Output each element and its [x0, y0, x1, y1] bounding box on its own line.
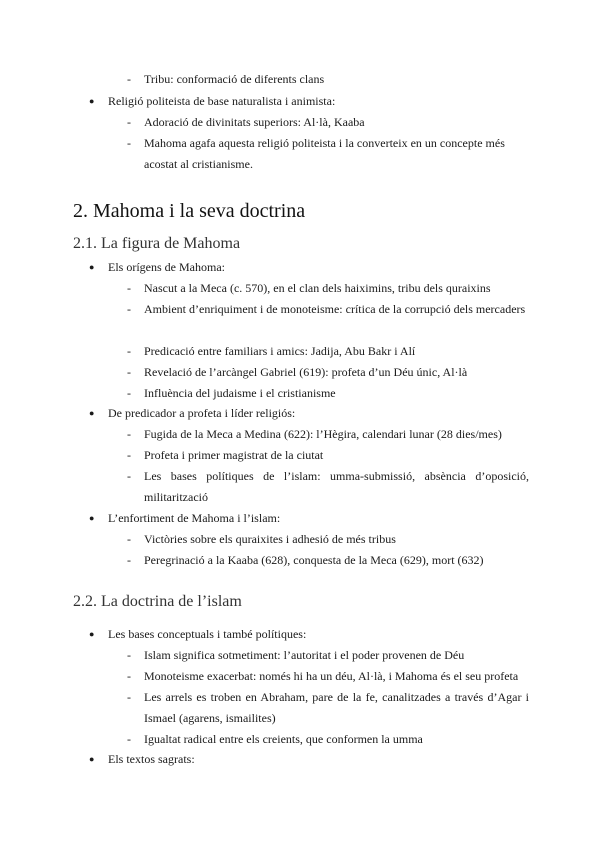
- dash-marker: -: [127, 532, 131, 546]
- list-item: Els orígens de Mahoma:: [108, 260, 225, 274]
- list-item: Igualtat radical entre els creients, que conformen la umma: [144, 732, 423, 746]
- dash-marker: -: [127, 648, 131, 662]
- list-item: Monoteisme exacerbat: només hi ha un déu, Al·là, i Mahoma és el seu profeta: [144, 669, 519, 683]
- bullet-marker: ●: [89, 262, 95, 272]
- list-item: Tribu: conformació de diferents clans: [144, 72, 325, 86]
- bullet-marker: ●: [89, 96, 95, 106]
- dash-marker: -: [127, 136, 131, 150]
- bullet-marker: ●: [89, 629, 95, 639]
- list-item: Nascut a la Meca (c. 570), en el clan dels haiximins, tribu dels quraixins: [144, 281, 491, 295]
- list-item: L’enfortiment de Mahoma i l’islam:: [108, 511, 281, 525]
- list-item: Mahoma agafa aquesta religió politeista i la converteix en un concepte més acostat al cristianisme.: [144, 136, 505, 171]
- dash-marker: -: [127, 115, 131, 129]
- dash-marker: -: [127, 427, 131, 441]
- list-item: Les bases polítiques de l’islam: umma-submissió, absència d’oposició, militarització: [144, 469, 529, 504]
- list-item: Victòries sobre els quraixites i adhesió de més tribus: [144, 532, 396, 546]
- list-item: Revelació de l’arcàngel Gabriel (619): profeta d’un Déu únic, Al·là: [144, 365, 468, 379]
- bullet-marker: ●: [89, 754, 95, 764]
- list-item: Religió politeista de base naturalista i animista:: [108, 94, 336, 108]
- dash-marker: -: [127, 72, 131, 86]
- dash-marker: -: [127, 386, 131, 400]
- dash-marker: -: [127, 732, 131, 746]
- dash-marker: -: [127, 690, 131, 704]
- list-item: Influència del judaisme i el cristianisme: [144, 386, 336, 400]
- subsection-heading: 2.2. La doctrina de l’islam: [73, 593, 242, 610]
- dash-marker: -: [127, 344, 131, 358]
- dash-marker: -: [127, 448, 131, 462]
- subsection-heading: 2.1. La figura de Mahoma: [73, 235, 241, 252]
- dash-marker: -: [127, 365, 131, 379]
- list-item: Islam significa sotmetiment: l’autoritat i el poder provenen de Déu: [144, 648, 465, 662]
- list-item: Les arrels es troben en Abraham, pare de la fe, canalitzades a través d’Agar i Ismael (agarens, ismailites): [144, 690, 529, 725]
- list-item: Els textos sagrats:: [108, 752, 195, 766]
- list-item: Predicació entre familiars i amics: Jadija, Abu Bakr i Alí: [144, 344, 416, 358]
- dash-marker: -: [127, 281, 131, 295]
- list-item: Les bases conceptuals i també polítiques:: [108, 627, 307, 641]
- dash-marker: -: [127, 553, 131, 567]
- list-item: De predicador a profeta i líder religiós:: [108, 406, 296, 420]
- bullet-marker: ●: [89, 408, 95, 418]
- list-item: Ambient d’enriquiment i de monoteisme: crítica de la corrupció dels mercaders: [144, 302, 526, 316]
- list-item: Fugida de la Meca a Medina (622): l’Hègira, calendari lunar (28 dies/mes): [144, 427, 502, 441]
- dash-marker: -: [127, 302, 131, 316]
- list-item: Profeta i primer magistrat de la ciutat: [144, 448, 324, 462]
- dash-marker: -: [127, 669, 131, 683]
- bullet-marker: ●: [89, 513, 95, 523]
- list-item: Peregrinació a la Kaaba (628), conquesta de la Meca (629), mort (632): [144, 553, 484, 567]
- dash-marker: -: [127, 469, 131, 483]
- section-heading: 2. Mahoma i la seva doctrina: [73, 200, 306, 222]
- list-item: Adoració de divinitats superiors: Al·là, Kaaba: [144, 115, 365, 129]
